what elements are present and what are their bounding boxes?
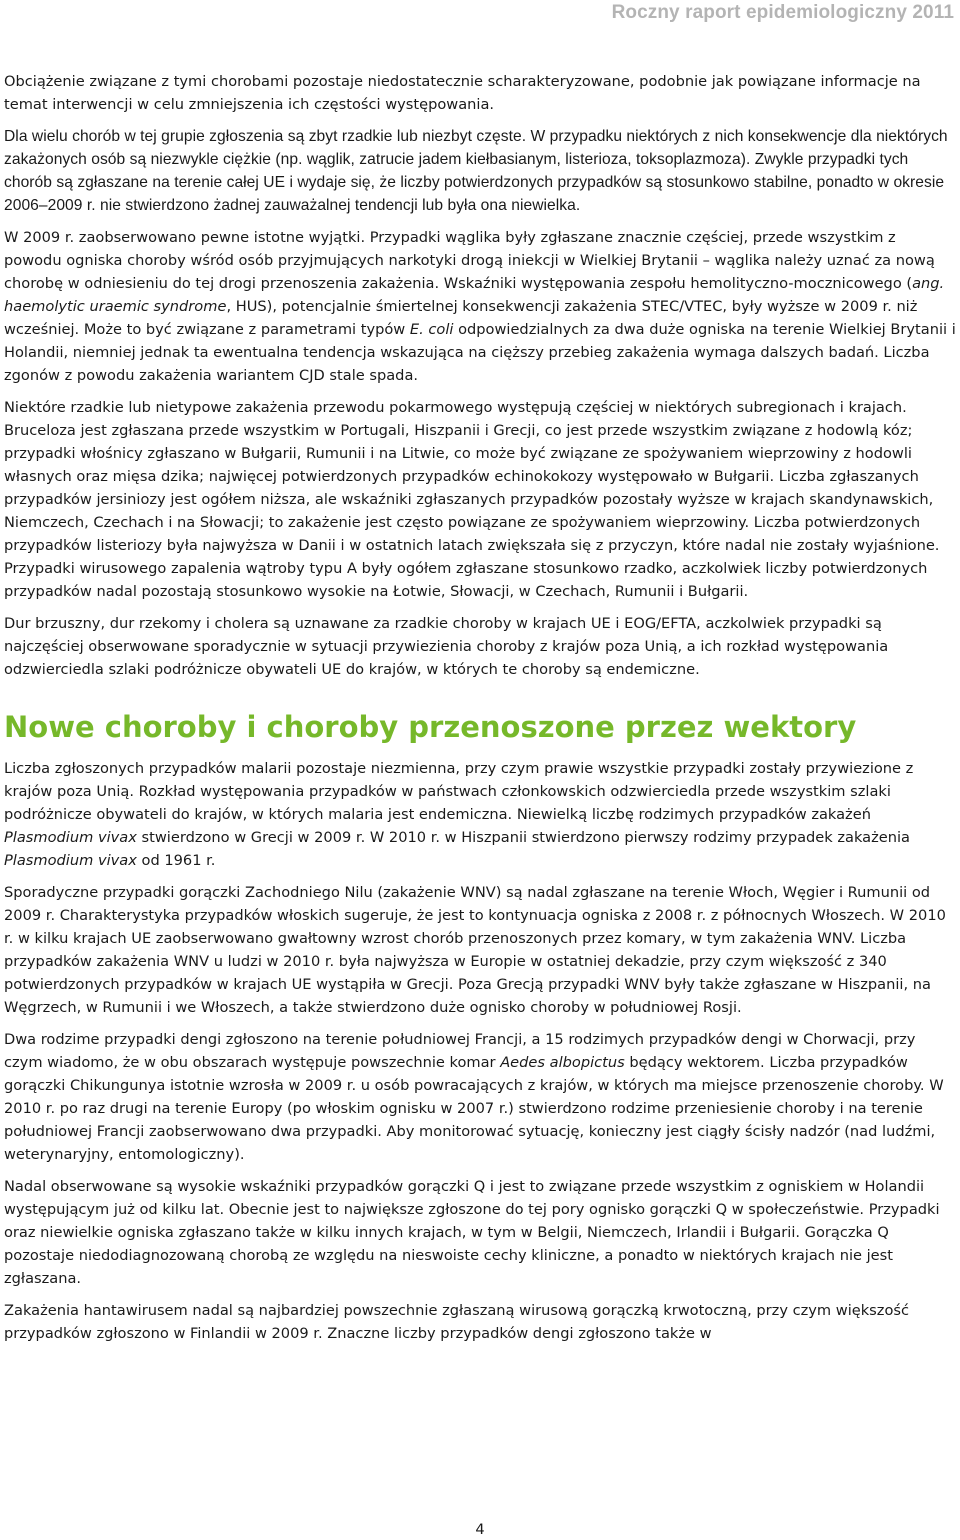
paragraph-6 (4, 757, 956, 872)
paragraph-8-text-a: Dwa rodzime przypadki dengi zgłoszono na terenie południowej Francji, a 15 rodzimych przypadków dengi w Chorwacji, przy czym wiadomo, że w obu obszarach występuje powszechnie komar (4, 1031, 916, 1071)
paragraph-8-text-c: będący wektorem. Liczba przypadków gorączki Chikungunya istotnie wzrosła w 2009 r. u osób powracających z krajów, w których ma miejsce przenoszenie choroby. W 2010 r. po raz drugi na terenie Europy (po włoskim ognisku w 2007 r.) stwierdzono rodzime przeniesienie choroby i na terenie południowej Francji zaobserwowano dwa przypadki. Aby monitorować sytuację, konieczny jest ciągły ścisły nadzór (nad ludźmi, weterynaryjny, entomologiczny). (4, 1054, 944, 1163)
paragraph-6-term-plasmodium-1: Plasmodium vivax (4, 829, 137, 846)
document-body (4, 70, 956, 1354)
paragraph-6-text-c: stwierdzono w Grecji w 2009 r. W 2010 r. w Hiszpanii stwierdzono pierwszy rodzimy przypadek zakażenia (136, 829, 910, 846)
paragraph-9: Nadal obserwowane są wysokie wskaźniki przypadków gorączki Q i jest to związane przede wszystkim z ogniskiem w Holandii występującym już od kilku lat. Obecnie jest to największe zgłoszone do tej pory ognisko gorączki Q w społeczeństwie. Przypadki oraz niewielkie ogniska zgłaszano także w kilku innych krajach, w tym w Belgii, Niemczech, Irlandii i Bułgarii. Gorączka Q pozostaje niedodiagnozowaną chorobą ze względu na nieswoiste cechy kliniczne, a ponadto w niektórych krajach nie jest zgłaszana. (4, 1178, 940, 1287)
paragraph-6-text-a: Liczba zgłoszonych przypadków malarii pozostaje niezmienna, przy czym prawie wszystkie przypadki zostały przywiezione z krajów poza Unią. Rozkład występowania przypadków w państwach członkowskich odzwierciedla przede wszystkim szlaki podróżnicze obywateli do krajów, w których malaria jest endemiczna. Niewielką liczbę rodzimych przypadków zakażeń (4, 760, 914, 823)
paragraph-7: Sporadyczne przypadki gorączki Zachodniego Nilu (zakażenie WNV) są nadal zgłaszane na terenie Włoch, Węgier i Rumunii od 2009 r. Charakterystyka przypadków włoskich sugeruje, że jest to kontynuacja ogniska z 2008 r. z północnych Włoszech. W 2010 r. w kilku krajach UE zaobserwowano gwałtowny wzrost chorób przenoszonych przez komary, w tym zakażenia WNV. Liczba przypadków zakażenia WNV u ludzi w 2010 r. była najwyższa w Europie w ostatniej dekadzie, przy czym większość z 340 potwierdzonych przypadków w krajach UE wystąpiła w Grecji. Poza Grecją przypadki WNV były także zgłaszane w Hiszpanii, na Węgrzech, w Rumunii i we Włoszech, a także stwierdzono duże ognisko choroby w południowej Rosji. (4, 884, 946, 1016)
paragraph-3-text-a: W 2009 r. zaobserwowano pewne istotne wyjątki. Przypadki wąglika były zgłaszane znacznie częściej, przede wszystkim z powodu ogniska choroby wśród osób przyjmujących narkotyki drogą iniekcji w Wielkiej Brytanii – wąglika należy uznać za nową chorobę w odniesieniu do tej drogi przenoszenia zakażenia. Wskaźniki występowania zespołu hemolityczno-mocznicowego ( (4, 229, 935, 292)
paragraph-3-text-e: odpowiedzialnych za dwa duże ogniska na terenie Wielkiej Brytanii i Holandii, niemniej jednak ta ewentualna tendencja wskazująca na cięższy przebieg zakażenia wymaga dalszych badań. Liczba zgonów z powodu zakażenia wariantem CJD stale spada. (4, 321, 956, 384)
running-header: Roczny raport epidemiologiczny 2011 (611, 2, 954, 23)
paragraph-2: Dla wielu chorób w tej grupie zgłoszenia są zbyt rzadkie lub niezbyt częste. W przypadku niektórych z nich konsekwencje dla niektórych zakażonych osób są niezwykle ciężkie (np. wąglik, zatrucie jadem kiełbasianym, listerioza, toksoplazmoza). Zwykle przypadki tych chorób są zgłaszane na terenie całej UE i wydaje się, że liczby potwierdzonych przypadków są stosunkowo stabilne, ponadto w okresie 2006–2009 r. nie stwierdzono żadnej zauważalnej tendencji lub była ona niewielka. (4, 128, 948, 214)
paragraph-3-term-ecoli: E. coli (409, 321, 454, 338)
paragraph-10: Zakażenia hantawirusem nadal są najbardziej powszechnie zgłaszaną wirusową gorączką krwotoczną, przy czym większość przypadków zgłoszono w Finlandii w 2009 r. Znaczne liczby przypadków dengi zgłoszono także w (4, 1302, 910, 1342)
paragraph-3-text-c: , HUS), potencjalnie śmiertelnej konsekwencji zakażenia STEC/VTEC, były wyższe w 2009 r. niż wcześniej. Może to być związane z parametrami typów (4, 298, 918, 338)
paragraph-5: Dur brzuszny, dur rzekomy i cholera są uznawane za rzadkie choroby w krajach UE i EOG/EFTA, aczkolwiek przypadki są najczęściej obserwowane sporadycznie w sytuacji przywiezienia choroby z krajów poza Unią, a ich rozkład występowania odzwierciedla szlaki podróżnicze obywateli UE do krajów, w których te choroby są endemiczne. (4, 615, 889, 678)
paragraph-4: Niektóre rzadkie lub nietypowe zakażenia przewodu pokarmowego występują częściej w niektórych subregionach i krajach. Bruceloza jest zgłaszana przede wszystkim w Portugali, Hiszpanii i Grecji, co jest przede wszystkim związane z hodowlą kóz; przypadki włośnicy zgłaszano w Bułgarii, Rumunii i na Litwie, co może być związane ze spożywaniem wieprzowiny z hodowli własnych oraz mięsa dzika; najwięcej potwierdzonych przypadków echinokokozy występowało w Bułgarii. Liczba zgłaszanych przypadków jersiniozy jest ogółem niższa, ale wskaźniki zgłaszanych przypadków pozostały wyższe w krajach skandynawskich, Niemczech, Czechach i na Słowacji; to zakażenie jest często powiązane ze spożywaniem wieprzowiny. Liczba potwierdzonych przypadków listeriozy była najwyższa w Danii i w ostatnich latach zwiększała się z przyczyn, które nadal nie zostały wyjaśnione. Przypadki wirusowego zapalenia wątroby typu A były ogółem zgłaszane stosunkowo rzadko, aczkolwiek liczby potwierdzonych przypadków nadal pozostają stosunkowo wysokie na Łotwie, Słowacji, w Czechach, Rumunii i Bułgarii. (4, 399, 940, 600)
paragraph-6-text-e: od 1961 r. (136, 852, 216, 869)
paragraph-6-term-plasmodium-2: Plasmodium vivax (4, 852, 137, 869)
page-number: 4 (475, 1521, 485, 1538)
section-heading: Nowe choroby i choroby przenoszone przez wektory (4, 710, 857, 744)
paragraph-1: Obciążenie związane z tymi chorobami pozostaje niedostatecznie scharakteryzowane, podobnie jak powiązane informacje na temat interwencji w celu zmniejszenia ich częstości występowania. (4, 73, 921, 113)
paragraph-3-term-hus: ang. haemolytic uraemic syndrome (4, 275, 945, 315)
paragraph-8-term-aedes: Aedes albopictus (500, 1054, 625, 1071)
paragraph-3 (4, 226, 956, 387)
paragraph-8 (4, 1028, 956, 1166)
